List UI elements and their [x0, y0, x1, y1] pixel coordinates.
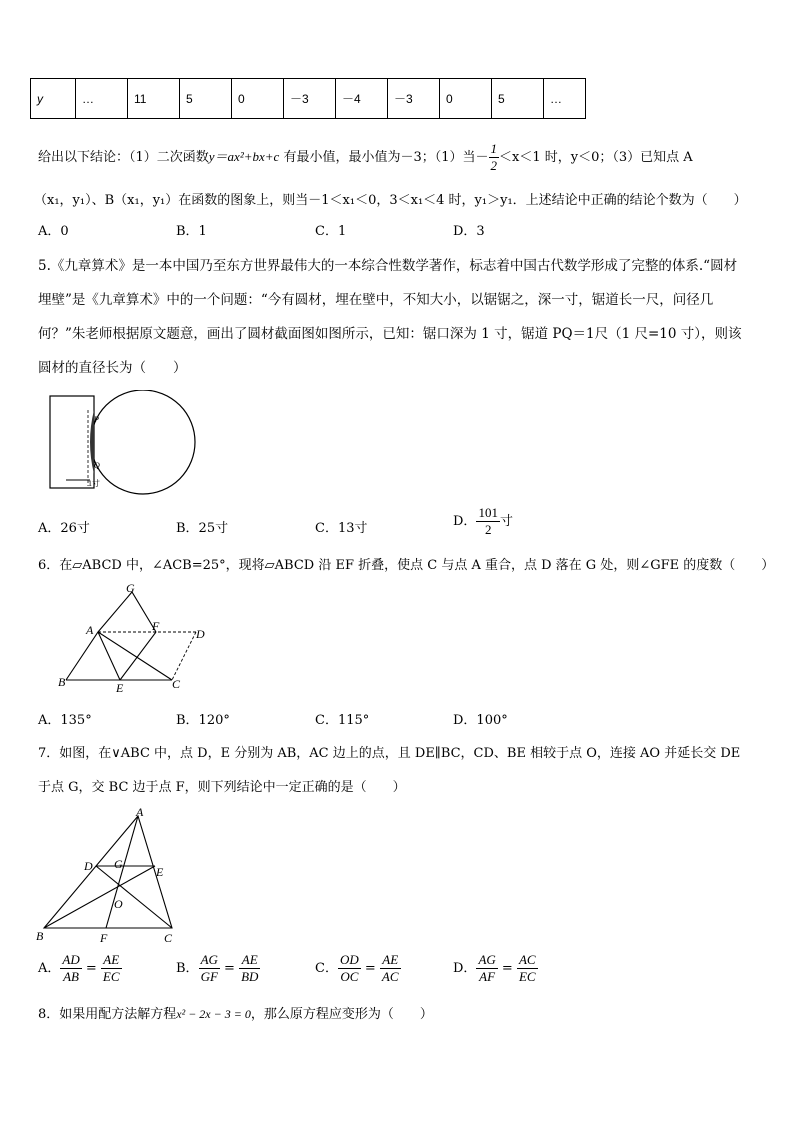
q7-option-b[interactable]: B． $\frac{AG}{GF}$ = $\frac{AE}{BD}$ — [176, 952, 259, 984]
q4-option-a[interactable]: A．0 — [38, 224, 69, 239]
q4-statement-line1 — [38, 141, 693, 174]
fraction-denominator: 2 — [490, 158, 497, 173]
fraction-denominator: GF — [200, 969, 218, 984]
q8-line1 — [38, 1003, 433, 1022]
point-q-label: Q — [94, 461, 100, 470]
segment-fe — [120, 632, 156, 680]
q5-line1: 5.《九章算术》是一本中国乃至东方世界最伟大的一本综合性数学著作，标志着中国古代数学形成了完整的体系.“圆材 — [38, 258, 738, 274]
triangle-agf-edges — [66, 592, 156, 680]
point-p-label: P — [94, 415, 99, 424]
fraction-numerator: AD — [62, 952, 80, 967]
point-g-label: G — [114, 857, 123, 871]
q7-option-c[interactable]: C． $\frac{OD}{OC}$ = $\frac{AE}{AC}$ — [315, 952, 399, 984]
one-cun-label: 1寸 — [88, 479, 100, 488]
q4-statement-line2: （x₁，y₁）、B（x₁，y₁）在函数的图象上，则当－1＜x₁＜0，3＜x₁＜4 时，y₁＞y₁．上述结论中正确的结论个数为（ ） — [34, 193, 747, 208]
q5-line3: 何？”朱老师根据原文题意，画出了圆材截面图如图所示，已知：锯口深为 1 寸，锯道 PQ＝1尺（1 尺=10 寸），则该 — [38, 326, 742, 342]
fraction-denominator: EC — [518, 969, 536, 984]
q7-option-a[interactable]: A． $\frac{AD}{AB}$ = $\frac{AE}{EC}$ — [38, 952, 120, 984]
segment-af — [106, 816, 138, 928]
point-a-label: A — [136, 806, 144, 819]
fraction-denominator: BD — [241, 969, 259, 984]
q7-option-d[interactable]: D． $\frac{AG}{AF}$ = $\frac{AC}{EC}$ — [453, 952, 536, 984]
triangle-abc — [44, 816, 172, 928]
table-cell: －3 — [388, 79, 440, 119]
fraction-left — [60, 952, 81, 985]
q6-option-a[interactable]: A．135° — [38, 713, 92, 728]
point-o-label: O — [114, 897, 123, 911]
fraction-numerator: AE — [239, 952, 260, 969]
q5-line4: 圆材的直径长为（ ） — [38, 360, 187, 376]
q4-option-c[interactable]: C．1 — [315, 224, 347, 239]
option-prefix: C． — [315, 961, 338, 976]
point-d-label: D — [196, 627, 205, 641]
fraction-numerator: AE — [380, 952, 401, 969]
option-prefix: B． — [176, 961, 199, 976]
table-cell: 11 — [128, 79, 180, 119]
q8-text: ，那么原方程应变形为（ ） — [250, 1007, 433, 1022]
table-cell: y — [31, 79, 76, 119]
q4-fraction — [489, 141, 500, 174]
table-cell: … — [544, 79, 586, 119]
fraction-denominator: 2 — [484, 522, 492, 537]
fraction-numerator: AG — [478, 952, 496, 967]
q6-option-b[interactable]: B．120° — [176, 713, 230, 728]
q7-line2: 于点 G，交 BC 边于点 F，则下列结论中一定正确的是（ ） — [38, 780, 406, 795]
q8-equation: x² − 2x − 3 = 0 — [176, 1007, 251, 1021]
fraction-denominator: AB — [63, 969, 79, 984]
fraction-numerator: AE — [101, 952, 122, 969]
fraction-right — [101, 952, 122, 985]
point-c-label: C — [172, 677, 181, 691]
q4-option-d[interactable]: D．3 — [453, 224, 485, 239]
table-cell: … — [76, 79, 128, 119]
q4-text: 有最小值，最小值为－3；（1）当－ — [279, 150, 489, 165]
q5-line2: 埋壁”是《九章算术》中的一个问题：“今有圆材，埋在壁中，不知大小，以锯锯之，深一寸，锯道长一尺，问径几 — [38, 292, 714, 308]
point-f-label: F — [100, 931, 108, 945]
q7-triangle-figure — [34, 806, 184, 946]
fraction-numerator: 101 — [478, 505, 498, 520]
option-prefix: D． — [453, 961, 477, 976]
fraction-numerator: OD — [339, 952, 359, 967]
q4-text: ＜x＜1 时，y＜0；（3）已知点 A — [499, 150, 693, 165]
table-row — [31, 79, 586, 119]
table-cell: 0 — [440, 79, 492, 119]
wall-rectangle — [50, 396, 94, 488]
fraction-numerator: AC — [518, 952, 536, 967]
fraction-denominator: EC — [102, 969, 120, 984]
q5-option-d[interactable] — [453, 505, 513, 538]
table-cell: －4 — [336, 79, 388, 119]
q6-parallelogram-fold-figure — [56, 582, 216, 694]
point-f-label: F — [152, 619, 160, 633]
point-b-label: B — [58, 675, 66, 689]
segment-be — [44, 866, 155, 928]
q5-option-c[interactable]: C．13寸 — [315, 521, 368, 536]
point-g-label: G — [126, 582, 135, 595]
q8-text: 8．如果用配方法解方程 — [38, 1007, 177, 1022]
q5-option-d-fraction — [476, 505, 500, 538]
point-c-label: C — [164, 931, 173, 945]
q5-option-b[interactable]: B．25寸 — [176, 521, 229, 536]
value-table — [30, 78, 586, 119]
fraction-denominator: OC — [340, 969, 359, 984]
fraction-denominator: AC — [381, 969, 399, 984]
fraction-left — [338, 952, 361, 985]
point-e-label: E — [156, 865, 164, 879]
point-a-label: A — [86, 623, 94, 637]
table-cell: 5 — [492, 79, 544, 119]
q7-line1: 7．如图，在∨ABC 中，点 D，E 分别为 AB，AC 边上的点，且 DE∥BC，CD、BE 相较于点 O，连接 AO 并延长交 DE — [38, 746, 741, 761]
q6-option-d[interactable]: D．100° — [453, 713, 508, 728]
fraction-numerator: AG — [200, 952, 218, 967]
option-prefix: D． — [453, 514, 477, 529]
point-e-label: E — [116, 681, 124, 694]
q4-formula: y＝ax²+bx+c — [208, 149, 280, 164]
point-b-label: B — [36, 929, 44, 943]
q5-option-a[interactable]: A．26寸 — [38, 521, 90, 536]
table-cell: －3 — [284, 79, 336, 119]
fraction-right — [517, 952, 538, 985]
fraction-denominator: AF — [479, 969, 496, 984]
point-d-label: D — [84, 859, 93, 873]
circle-cross-section — [91, 390, 195, 494]
segment-dc-dashed — [172, 632, 196, 680]
q4-text: 给出以下结论：（1）二次函数 — [38, 150, 209, 165]
fraction-left — [199, 952, 220, 985]
fraction-right — [239, 952, 260, 985]
q6-line1: 6．在▱ABCD 中，∠ACB=25°，现将▱ABCD 沿 EF 折叠，使点 C 与点 A 重合，点 D 落在 G 处，则∠GFE 的度数（ ） — [38, 558, 775, 573]
option-suffix: 寸 — [499, 514, 513, 529]
table-cell: 5 — [180, 79, 232, 119]
fraction-numerator: 1 — [490, 141, 497, 156]
q6-option-c[interactable]: C．115° — [315, 713, 370, 728]
option-prefix: A． — [38, 961, 61, 976]
q4-option-b[interactable]: B．1 — [176, 224, 207, 239]
fraction-left — [476, 952, 497, 985]
fraction-right — [380, 952, 401, 985]
q5-circle-wall-figure — [48, 390, 198, 500]
table-cell: 0 — [232, 79, 284, 119]
